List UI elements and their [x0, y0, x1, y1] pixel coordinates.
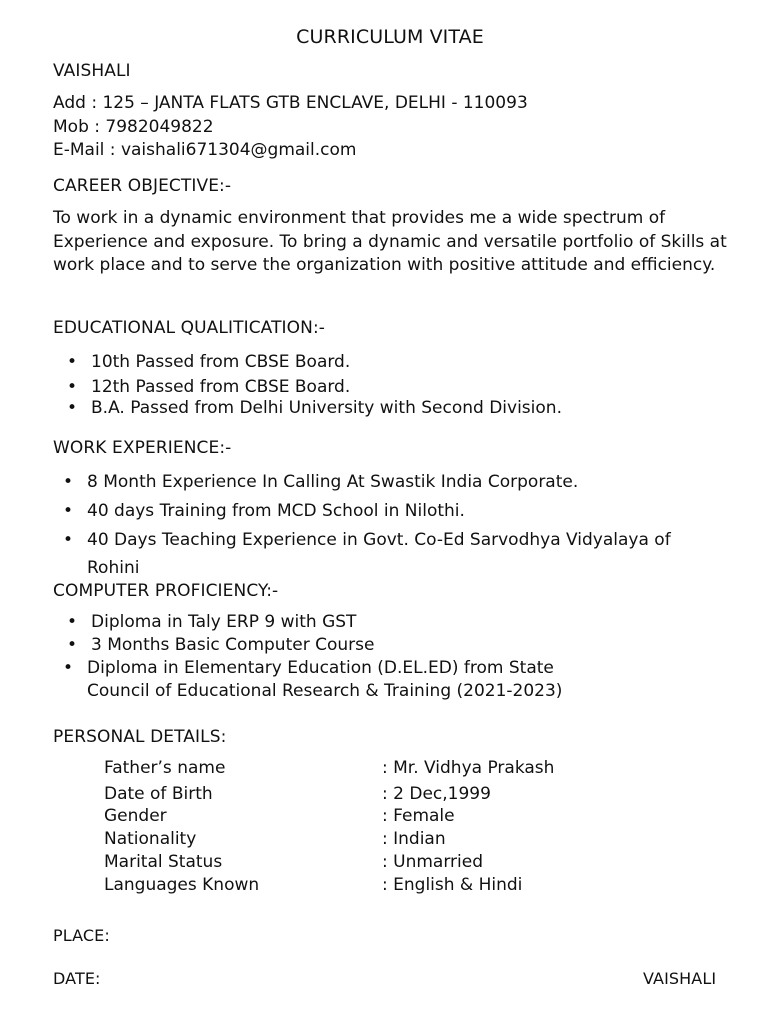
personal-label: Marital Status: [104, 852, 223, 872]
email: E-Mail : vaishali671304@gmail.com: [53, 140, 357, 160]
work-item: • 40 Days Teaching Experience in Govt. Co-Ed Sarvodhya Vidyalaya of: [87, 530, 671, 550]
signature-name: VAISHALI: [643, 969, 717, 988]
education-item: • B.A. Passed from Delhi University with Second Division.: [91, 398, 562, 418]
mobile: Mob : 7982049822: [53, 117, 214, 137]
computer-item-continuation: Council of Educational Research & Training (2021-2023): [87, 681, 563, 701]
education-heading: EDUCATIONAL QUALITICATION:-: [53, 318, 326, 338]
computer-item: • Diploma in Taly ERP 9 with GST: [91, 612, 356, 632]
document-title: CURRICULUM VITAE: [296, 26, 484, 48]
education-item: • 12th Passed from CBSE Board.: [91, 377, 350, 397]
date-label: DATE:: [53, 969, 101, 988]
personal-label: Languages Known: [104, 875, 260, 895]
work-item-continuation: Rohini: [87, 558, 140, 578]
place-label: PLACE:: [53, 926, 110, 945]
address: Add : 125 – JANTA FLATS GTB ENCLAVE, DELHI - 110093: [53, 93, 528, 113]
career-objective-heading: CAREER OBJECTIVE:-: [53, 176, 232, 196]
work-experience-heading: WORK EXPERIENCE:-: [53, 438, 232, 458]
personal-value: : Indian: [382, 829, 446, 849]
personal-label: Date of Birth: [104, 784, 213, 804]
computer-proficiency-heading: COMPUTER PROFICIENCY:-: [53, 581, 279, 601]
education-item: • 10th Passed from CBSE Board.: [91, 352, 350, 372]
personal-label: Nationality: [104, 829, 197, 849]
personal-label: Gender: [104, 806, 167, 826]
personal-value: : English & Hindi: [382, 875, 523, 895]
personal-details-heading: PERSONAL DETAILS:: [53, 727, 227, 747]
work-item: • 8 Month Experience In Calling At Swastik India Corporate.: [87, 472, 578, 492]
personal-value: : Unmarried: [382, 852, 483, 872]
career-objective-text: To work in a dynamic environment that provides me a wide spectrum of Experience and exposure. To bring a dynamic and versatile portfolio of Skills at work place and to serve the organization with positive attitude and efficiency.: [53, 208, 727, 275]
computer-item: • Diploma in Elementary Education (D.EL.ED) from State: [87, 658, 554, 678]
personal-value: : Female: [382, 806, 455, 826]
personal-value: : 2 Dec,1999: [382, 784, 491, 804]
personal-label: Father’s name: [104, 758, 226, 778]
candidate-name: VAISHALI: [53, 61, 131, 81]
work-item: • 40 days Training from MCD School in Nilothi.: [87, 501, 465, 521]
personal-value: : Mr. Vidhya Prakash: [382, 758, 555, 778]
computer-item: • 3 Months Basic Computer Course: [91, 635, 374, 655]
